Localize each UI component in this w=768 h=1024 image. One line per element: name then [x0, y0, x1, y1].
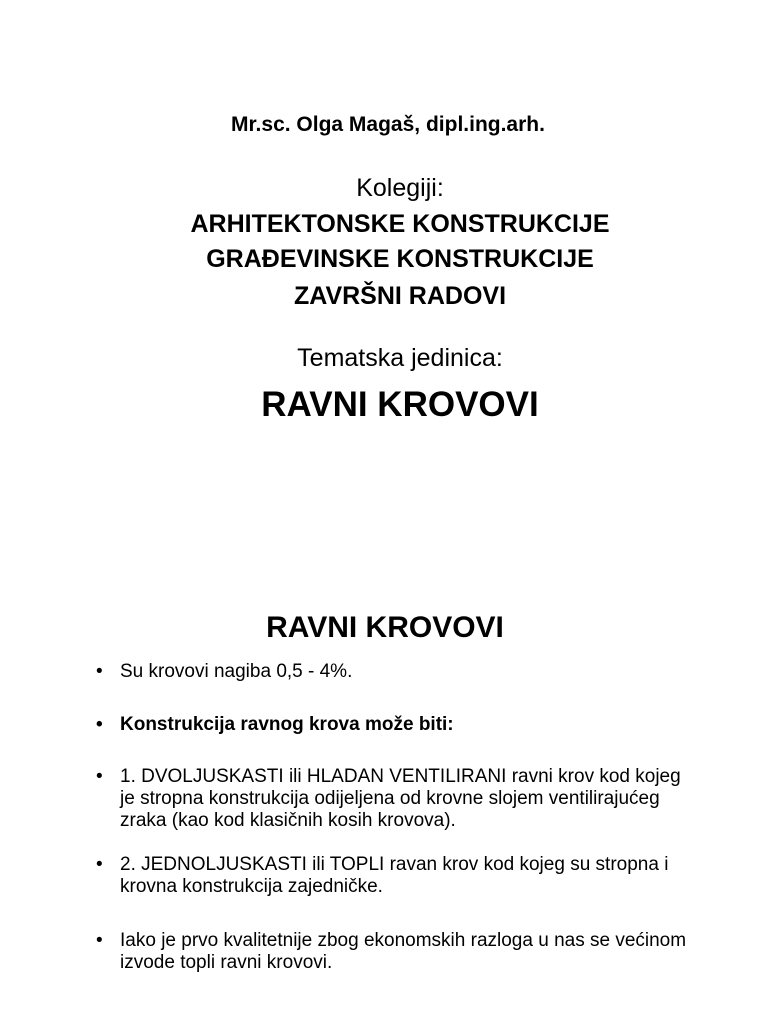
course-name: GRAĐEVINSKE KONSTRUKCIJE: [206, 245, 594, 273]
bullet-item: [96, 930, 696, 974]
bullet-text: 2. JEDNOLJUSKASTI ili TOPLI ravan krov kod kojeg su stropna i krovna konstrukcija zajedničke.: [120, 854, 669, 897]
bullet-item: [96, 661, 696, 683]
bullet-text: Konstrukcija ravnog krova može biti:: [120, 714, 454, 735]
bullet-text: Su krovovi nagiba 0,5 - 4%.: [120, 661, 353, 682]
title-slide: [0, 0, 768, 480]
bullet-text: Iako je prvo kvalitetnije zbog ekonomskih razloga u nas se većinom izvode topli ravni krovovi.: [120, 930, 687, 973]
bullet-text: 1. DVOLJUSKASTI ili HLADAN VENTILIRANI ravni krov kod kojeg je stropna konstrukcija odijeljena od krovne slojem ventilirajućeg zraka (kao kod klasičnih kosih krovova).: [120, 766, 681, 831]
courses-label: Kolegiji:: [356, 174, 444, 202]
course-name: ARHITEKTONSKE KONSTRUKCIJE: [190, 210, 610, 238]
unit-label: Tematska jedinica:: [297, 344, 503, 372]
bullet-icon: •: [96, 714, 103, 735]
bullet-icon: •: [96, 930, 103, 951]
bullet-icon: •: [96, 661, 103, 682]
content-slide: [0, 600, 768, 1024]
bullet-icon: •: [96, 766, 103, 787]
bullet-icon: •: [96, 854, 103, 875]
slide-title: RAVNI KROVOVI: [266, 611, 504, 644]
course-name: ZAVRŠNI RADOVI: [293, 282, 507, 310]
bullet-item: [96, 854, 696, 898]
unit-title: RAVNI KROVOVI: [261, 385, 539, 424]
author-line: Mr.sc. Olga Magaš, dipl.ing.arh.: [231, 113, 545, 136]
bullet-item: [96, 766, 696, 832]
bullet-item: [96, 714, 696, 736]
